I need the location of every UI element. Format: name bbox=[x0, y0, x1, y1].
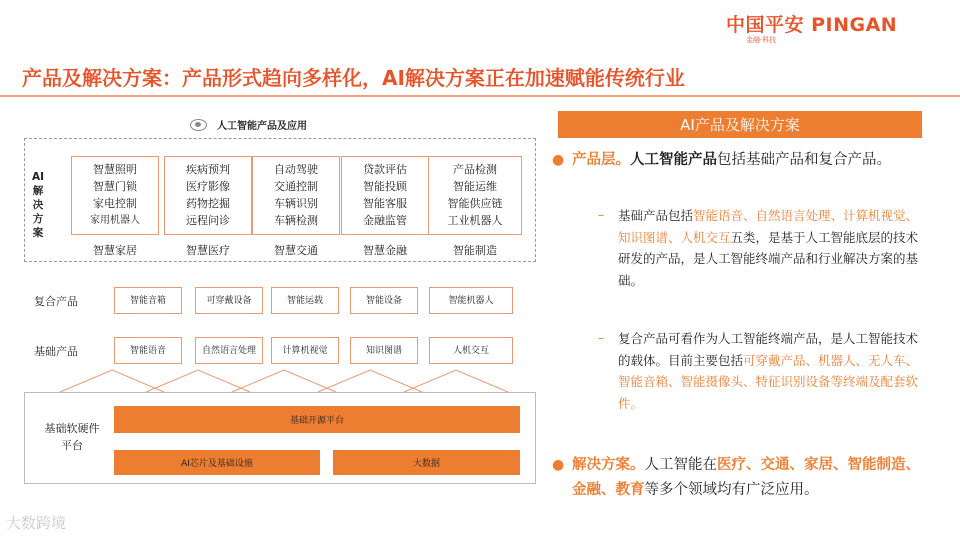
composite-product-cell: 可穿戴设备 bbox=[195, 287, 263, 314]
app-item: 医疗影像 bbox=[186, 180, 230, 193]
app-caption: 智慧医疗 bbox=[186, 244, 230, 257]
app-box-smart-traffic bbox=[252, 156, 340, 235]
sub-bullet-highlight: 智能语音、自然语言处理、计算机视觉、知识图谱、人机交互 bbox=[618, 208, 919, 245]
bullet-dot-icon: ● bbox=[552, 152, 565, 168]
bullet-text: 等多个领域均有广泛应用。 bbox=[644, 482, 819, 498]
support-triangle bbox=[146, 370, 250, 392]
basic-product-cell: 计算机视觉 bbox=[271, 337, 339, 364]
bullet-bold-text: 人工智能产品 bbox=[630, 152, 717, 168]
app-item: 车辆检测 bbox=[274, 214, 318, 227]
composite-product-cell: 智能运载 bbox=[271, 287, 339, 314]
bullet-text: 包括基础产品和复合产品。 bbox=[717, 152, 891, 168]
company-logo bbox=[726, 10, 916, 46]
composite-product-cell: 智能设备 bbox=[350, 287, 418, 314]
basic-product-cell: 知识图谱 bbox=[350, 337, 418, 364]
bullet-keyword: 产品层。 bbox=[572, 152, 630, 168]
app-box-smart-finance bbox=[341, 156, 429, 235]
app-item: 药物挖掘 bbox=[186, 197, 230, 210]
support-triangles bbox=[24, 364, 536, 394]
sub-bullet-composite-products bbox=[598, 328, 922, 414]
bullet-solutions bbox=[552, 453, 922, 503]
app-item: 贷款评估 bbox=[363, 163, 407, 176]
support-triangle bbox=[232, 370, 336, 392]
app-item: 工业机器人 bbox=[447, 214, 503, 227]
title-divider bbox=[0, 95, 960, 97]
app-box-smart-medical bbox=[164, 156, 252, 235]
logo-subtitle: 金融·科技 bbox=[746, 36, 777, 44]
support-triangle bbox=[60, 370, 164, 392]
support-triangle bbox=[404, 370, 508, 392]
basic-product-cell: 智能语音 bbox=[114, 337, 182, 364]
bullet-dot-icon: ● bbox=[552, 457, 565, 473]
app-item: 智能客服 bbox=[363, 197, 407, 210]
app-item: 金融监管 bbox=[363, 214, 407, 227]
platform-label: 基础软硬件平台 bbox=[44, 422, 100, 452]
big-data-bar: 大数据 bbox=[333, 450, 520, 475]
basic-product-cell: 人机交互 bbox=[429, 337, 513, 364]
sub-bullet-basic-products bbox=[598, 205, 922, 291]
dash-icon: – bbox=[598, 208, 604, 222]
app-item: 智慧门锁 bbox=[93, 180, 137, 193]
logo-text: 中国平安 PINGAN bbox=[726, 14, 898, 36]
app-item: 车辆识别 bbox=[274, 197, 318, 210]
ai-chip-bar: AI芯片及基础设施 bbox=[114, 450, 320, 475]
bullet-keyword: 解决方案。 bbox=[572, 457, 645, 473]
app-item: 智能运维 bbox=[453, 180, 497, 193]
app-caption: 智慧家居 bbox=[93, 244, 137, 257]
sub-bullet-text: 五类，是基于人工智能底层的技术研发的产品，是人工智能终端产品和行业解决方案的基础。 bbox=[618, 229, 919, 288]
app-item: 产品检测 bbox=[453, 163, 497, 176]
app-caption: 智慧交通 bbox=[274, 244, 318, 257]
app-item: 智能投顾 bbox=[363, 180, 407, 193]
bullet-product-layer bbox=[552, 148, 922, 173]
ai-solution-label: AI解决方案 bbox=[31, 171, 45, 239]
app-item: 家电控制 bbox=[93, 197, 137, 210]
app-item: 远程问诊 bbox=[186, 214, 230, 227]
bullet-highlight: 医疗、交通、家居、智能制造、金融、教育 bbox=[572, 457, 920, 498]
sub-bullet-highlight: 可穿戴产品、机器人、无人车、智能音箱、智能摄像头、特征识别设备等终端及配套软件。 bbox=[618, 352, 919, 411]
slide-title: 产品及解决方案：产品形式趋向多样化，AI解决方案正在加速赋能传统行业 bbox=[22, 66, 685, 90]
sub-bullet-text: 基础产品包括 bbox=[618, 208, 694, 223]
bullet-text: 人工智能在 bbox=[644, 457, 717, 473]
app-item: 家用机器人 bbox=[90, 215, 140, 226]
app-item: 自动驾驶 bbox=[274, 163, 318, 176]
composite-products-label: 复合产品 bbox=[34, 295, 78, 308]
panel-heading: AI产品及解决方案 bbox=[558, 111, 922, 138]
app-item: 交通控制 bbox=[274, 180, 318, 193]
composite-product-cell: 智能音箱 bbox=[114, 287, 182, 314]
sub-bullet-text: 复合产品可看作为人工智能终端产品，是人工智能技术的载体。目前主要包括 bbox=[618, 331, 919, 368]
support-triangle bbox=[318, 370, 422, 392]
watermark: 大数跨境 bbox=[6, 514, 67, 532]
basic-product-cell: 自然语言处理 bbox=[195, 337, 263, 364]
app-item: 智能供应链 bbox=[447, 197, 503, 210]
basic-products-label: 基础产品 bbox=[34, 345, 78, 358]
app-layer-header bbox=[190, 117, 307, 132]
app-caption: 智能制造 bbox=[453, 244, 497, 257]
app-box-smart-manufacturing bbox=[428, 156, 522, 235]
composite-product-cell: 智能机器人 bbox=[429, 287, 513, 314]
app-box-smart-home bbox=[71, 156, 159, 235]
dash-icon: – bbox=[598, 331, 604, 345]
app-item: 智慧照明 bbox=[93, 163, 137, 176]
open-source-platform-bar: 基础开源平台 bbox=[114, 406, 520, 433]
app-layer-title: 人工智能产品及应用 bbox=[217, 121, 307, 132]
app-caption: 智慧金融 bbox=[363, 244, 407, 257]
app-item: 疾病预判 bbox=[186, 163, 230, 176]
eye-icon bbox=[190, 119, 207, 131]
